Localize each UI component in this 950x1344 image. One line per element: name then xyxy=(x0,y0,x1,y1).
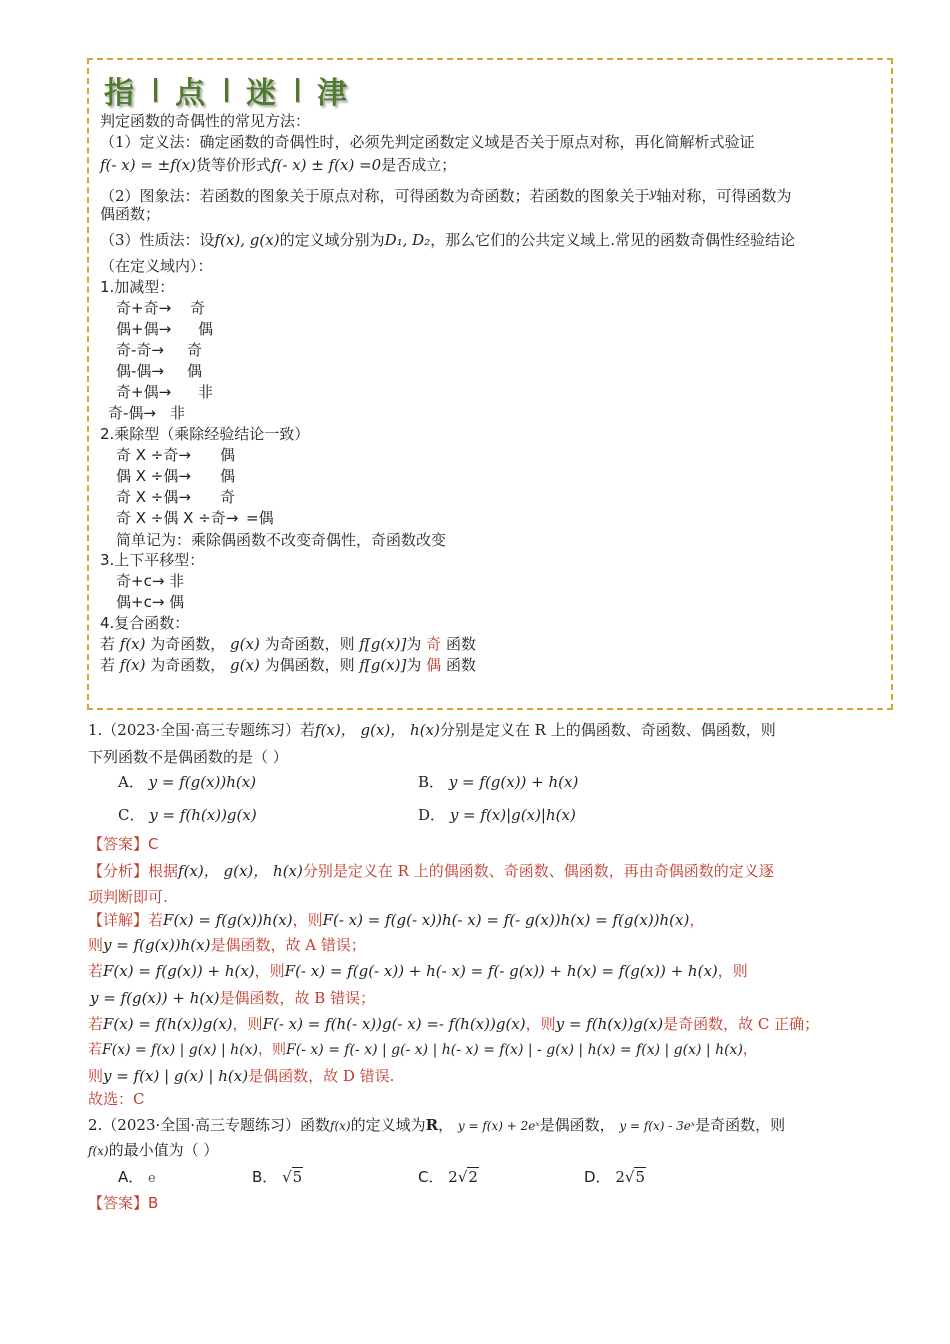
text: 为偶函数，则 xyxy=(259,656,360,674)
text: 轴对称，可得函数为 xyxy=(656,187,792,205)
formula: D₁, D₂ xyxy=(384,231,431,249)
heading-char: 点 xyxy=(175,76,207,111)
radical: √2 xyxy=(457,1168,478,1186)
option-label: A． xyxy=(118,773,144,791)
text: 分别是定义在 R 上的偶函数、奇函数、偶函数，则 xyxy=(439,721,776,739)
text: （2）图象法：若函数的图象关于原点对称，可得函数为奇函数；若函数的图象关于 xyxy=(100,187,650,205)
rule-row xyxy=(116,341,203,359)
rule-left: 奇+奇→ xyxy=(116,299,172,317)
tip-method-3-cont: （在定义域内）： xyxy=(100,257,213,275)
answer-word: 偶 xyxy=(426,656,442,674)
q1-detail-2 xyxy=(88,936,366,954)
text: 根据 xyxy=(148,862,179,880)
tip-intro: 判定函数的奇偶性的常见方法： xyxy=(100,112,311,130)
text: 若 xyxy=(88,1042,102,1058)
rule-right: =偶 xyxy=(246,509,274,527)
formula: y = f(g(x))h(x) xyxy=(103,936,211,954)
mul-title: 2.乘除型（乘除经验结论一致） xyxy=(100,425,310,443)
text: ，则 xyxy=(258,1042,287,1058)
tip-method-1: （1）定义法：确定函数的奇偶性时，必须先判定函数定义域是否关于原点对称，再化简解析式验证 xyxy=(100,133,755,151)
q2-answer xyxy=(88,1194,158,1212)
formula: F(x) = f(g(x))h(x) xyxy=(163,911,293,929)
option-label: A． xyxy=(118,1168,144,1186)
formula: F(x) = f(h(x))g(x) xyxy=(103,1015,233,1033)
text: 分别是定义在 R 上的偶函数、奇函数、偶函数，再由奇偶函数的定义逐 xyxy=(302,862,774,880)
coefficient: 2 xyxy=(615,1168,625,1186)
rule-left: 奇 X ÷偶→ xyxy=(116,488,191,506)
radicand: 2 xyxy=(468,1168,478,1186)
formula: y = f(h(x))g(x) xyxy=(149,806,257,824)
formula: f(x), g(x) xyxy=(214,231,280,249)
shift-row: 奇+c→ 非 xyxy=(116,572,185,590)
heading-divider xyxy=(296,78,299,102)
comp-row xyxy=(100,635,476,653)
text: 为奇函数， xyxy=(145,635,231,653)
shift-row: 偶+c→ 偶 xyxy=(116,593,185,611)
text: 为奇函数， xyxy=(145,656,231,674)
text: 若 xyxy=(88,1015,104,1033)
rule-left: 偶 X ÷偶→ xyxy=(116,467,191,485)
text: 若 xyxy=(100,635,120,653)
rule-left: 奇 X ÷偶 X ÷奇→ xyxy=(116,509,239,527)
q1-option-c xyxy=(118,806,257,824)
q1-analysis xyxy=(88,862,774,880)
formula: y = f(h(x))g(x) xyxy=(555,1015,664,1033)
q1-stem xyxy=(88,721,776,739)
text: 货等价形式 xyxy=(195,156,271,174)
q1-detail-4 xyxy=(90,989,375,1007)
q1-detail-3 xyxy=(88,962,748,980)
rule-row xyxy=(108,404,186,422)
q1-detail-6 xyxy=(88,1041,757,1059)
formula: y = f(x) - 3eˣ xyxy=(619,1119,696,1133)
formula: y = f(g(x)) + h(x) xyxy=(90,989,220,1007)
formula: f(x) xyxy=(330,1119,351,1133)
text: 若 xyxy=(148,911,164,929)
heading-divider xyxy=(225,78,228,102)
text: ，那么它们的公共定义域上.常见的函数奇偶性经验结论 xyxy=(430,231,795,249)
label: 【答案】 xyxy=(88,1194,149,1212)
formula: F(x) = f(g(x)) + h(x) xyxy=(103,962,255,980)
formula: y = f(x) | g(x) | h(x) xyxy=(103,1067,249,1085)
text: 是偶函数，故 A 错误； xyxy=(210,936,366,954)
text: 为 xyxy=(406,656,427,674)
label: 【详解】 xyxy=(88,911,149,929)
q1-detail-5 xyxy=(88,1015,819,1033)
option-label: C． xyxy=(418,1168,444,1186)
option-label: C． xyxy=(118,806,145,824)
rule-right: 偶 xyxy=(187,362,203,380)
text: 是否成立； xyxy=(381,156,457,174)
radicand: 5 xyxy=(635,1168,645,1186)
rule-left: 奇-奇→ xyxy=(116,341,164,359)
answer-value: B xyxy=(148,1194,159,1212)
tip-method-2 xyxy=(100,184,791,205)
text: ， xyxy=(438,1116,454,1134)
answer-word: 奇 xyxy=(426,635,442,653)
formula: R xyxy=(425,1116,439,1134)
var-y: y xyxy=(649,186,657,200)
radicand: 5 xyxy=(292,1168,303,1186)
rule-row xyxy=(116,299,206,317)
text: 的定义域为 xyxy=(350,1116,426,1134)
formula: F(- x) = f(g(- x)) + h(- x) = f(- g(x)) + h(x) = f(g(x)) + h(x) xyxy=(284,962,718,980)
rule-right: 偶 xyxy=(220,446,236,464)
formula: f(- x) ± f(x) =0 xyxy=(270,156,382,174)
formula: f(x)， g(x)， h(x) xyxy=(315,721,440,739)
tip-method-2-cont: 偶函数； xyxy=(100,205,161,223)
text: 则 xyxy=(88,1067,104,1085)
comp-title: 4.复合函数： xyxy=(100,614,190,632)
rule-row xyxy=(116,320,214,338)
rule-right: 偶 xyxy=(220,467,236,485)
text: ， xyxy=(742,1042,757,1058)
rule-right: 非 xyxy=(170,404,186,422)
rule-left: 奇-偶→ xyxy=(108,404,156,422)
formula: g(x) xyxy=(230,656,260,674)
formula: f(x) xyxy=(119,656,146,674)
text: ，则 xyxy=(525,1015,556,1033)
text: （3）性质法：设 xyxy=(100,231,215,249)
formula: y = f(g(x)) + h(x) xyxy=(448,773,579,791)
tip-method-3 xyxy=(100,231,795,249)
text: 是偶函数，故 B 错误； xyxy=(219,989,376,1007)
text: 函数 xyxy=(441,656,476,674)
rule-row xyxy=(116,362,203,380)
formula: F(x) = f(x) | g(x) | h(x) xyxy=(102,1042,259,1058)
rule-row xyxy=(116,488,236,506)
q2-stem xyxy=(88,1116,785,1135)
q2-option-b xyxy=(252,1168,303,1186)
q1-option-a xyxy=(118,773,256,791)
answer-value: C xyxy=(148,835,159,853)
label: 【分析】 xyxy=(88,862,149,880)
q1-analysis-cont: 项判断即可. xyxy=(88,888,168,906)
formula: F(- x) = f(- x) | g(- x) | h(- x) = f(x) | - g(x) | h(x) = f(x) | g(x) | h(x) xyxy=(286,1042,743,1058)
coefficient: 2 xyxy=(448,1168,458,1186)
q1-detail-7 xyxy=(88,1067,394,1085)
rule-right: 非 xyxy=(198,383,214,401)
rule-row xyxy=(116,383,214,401)
radical: √5 xyxy=(282,1168,303,1186)
text: 是偶函数， xyxy=(539,1116,615,1134)
q1-detail-1 xyxy=(88,911,704,929)
q1-final: 故选：C xyxy=(88,1090,145,1108)
mul-note: 简单记为：乘除偶函数不改变奇偶性，奇函数改变 xyxy=(116,531,447,549)
q2-option-c xyxy=(418,1168,479,1186)
heading-char: 津 xyxy=(317,76,349,111)
rule-left: 偶+偶→ xyxy=(116,320,172,338)
text: 的最小值为（ ） xyxy=(108,1141,219,1159)
rule-row xyxy=(116,509,274,527)
text: ，则 xyxy=(292,911,323,929)
shift-title: 3.上下平移型： xyxy=(100,551,205,569)
add-title: 1.加减型： xyxy=(100,278,175,296)
option-label: B． xyxy=(252,1168,278,1186)
formula: f[g(x)] xyxy=(359,635,407,653)
formula: y = f(g(x))h(x) xyxy=(148,773,257,791)
q1-stem-cont: 下列函数不是偶函数的是（ ） xyxy=(88,748,288,766)
option-label: B． xyxy=(418,773,445,791)
formula: F(- x) = f(h(- x))g(- x) =- f(h(x))g(x) xyxy=(262,1015,526,1033)
text: ，则 xyxy=(232,1015,263,1033)
text: 是奇函数，故 C 正确； xyxy=(663,1015,820,1033)
rule-left: 偶-偶→ xyxy=(116,362,164,380)
formula: f(x) xyxy=(88,1144,109,1158)
formula: f(- x) = ±f(x) xyxy=(100,156,196,174)
rule-right: 偶 xyxy=(198,320,214,338)
q2-stem-cont xyxy=(88,1141,218,1160)
formula: f(x)， g(x)， h(x) xyxy=(178,862,303,880)
comp-row xyxy=(100,656,476,674)
q2-option-a xyxy=(118,1168,156,1188)
heading-divider xyxy=(154,78,157,102)
rule-right: 奇 xyxy=(220,488,236,506)
tip-method-1-formula xyxy=(100,156,456,174)
text: 为 xyxy=(406,635,427,653)
heading-char: 迷 xyxy=(246,76,278,111)
heading-char: 指 xyxy=(104,76,136,111)
formula: f[g(x)] xyxy=(359,656,407,674)
label: 【答案】 xyxy=(88,835,149,853)
rule-row xyxy=(116,446,236,464)
option-label: D． xyxy=(418,806,446,824)
tip-heading xyxy=(104,70,349,110)
q2-option-d xyxy=(584,1168,646,1186)
text: 1.（2023·全国·高三专题练习）若 xyxy=(88,721,316,739)
formula: g(x) xyxy=(230,635,260,653)
formula: y = f(x)|g(x)|h(x) xyxy=(449,806,576,824)
rule-left: 奇+偶→ xyxy=(116,383,172,401)
formula: y = f(x) + 2eˣ xyxy=(457,1119,540,1133)
q1-option-b xyxy=(418,773,578,791)
q1-answer xyxy=(88,835,159,853)
formula: f(x) xyxy=(119,635,146,653)
text: 的定义域分别为 xyxy=(279,231,385,249)
text: 若 xyxy=(100,656,120,674)
rule-left: 奇 X ÷奇→ xyxy=(116,446,191,464)
option-label: D． xyxy=(584,1168,611,1186)
text: 若 xyxy=(88,962,104,980)
text: 为奇函数，则 xyxy=(259,635,360,653)
formula: e xyxy=(148,1171,156,1186)
rule-row xyxy=(116,467,236,485)
rule-right: 奇 xyxy=(187,341,203,359)
text: ，则 xyxy=(717,962,748,980)
radical: √5 xyxy=(624,1168,645,1186)
text: 是偶函数，故 D 错误. xyxy=(248,1067,395,1085)
text: 则 xyxy=(88,936,104,954)
q1-option-d xyxy=(418,806,576,824)
rule-right: 奇 xyxy=(190,299,206,317)
text: 2.（2023·全国·高三专题练习）函数 xyxy=(88,1116,331,1134)
text: ，则 xyxy=(254,962,285,980)
text: 函数 xyxy=(441,635,476,653)
text: ， xyxy=(689,911,705,929)
text: 是奇函数，则 xyxy=(695,1116,786,1134)
formula: F(- x) = f(g(- x))h(- x) = f(- g(x))h(x) = f(g(x))h(x) xyxy=(322,911,690,929)
